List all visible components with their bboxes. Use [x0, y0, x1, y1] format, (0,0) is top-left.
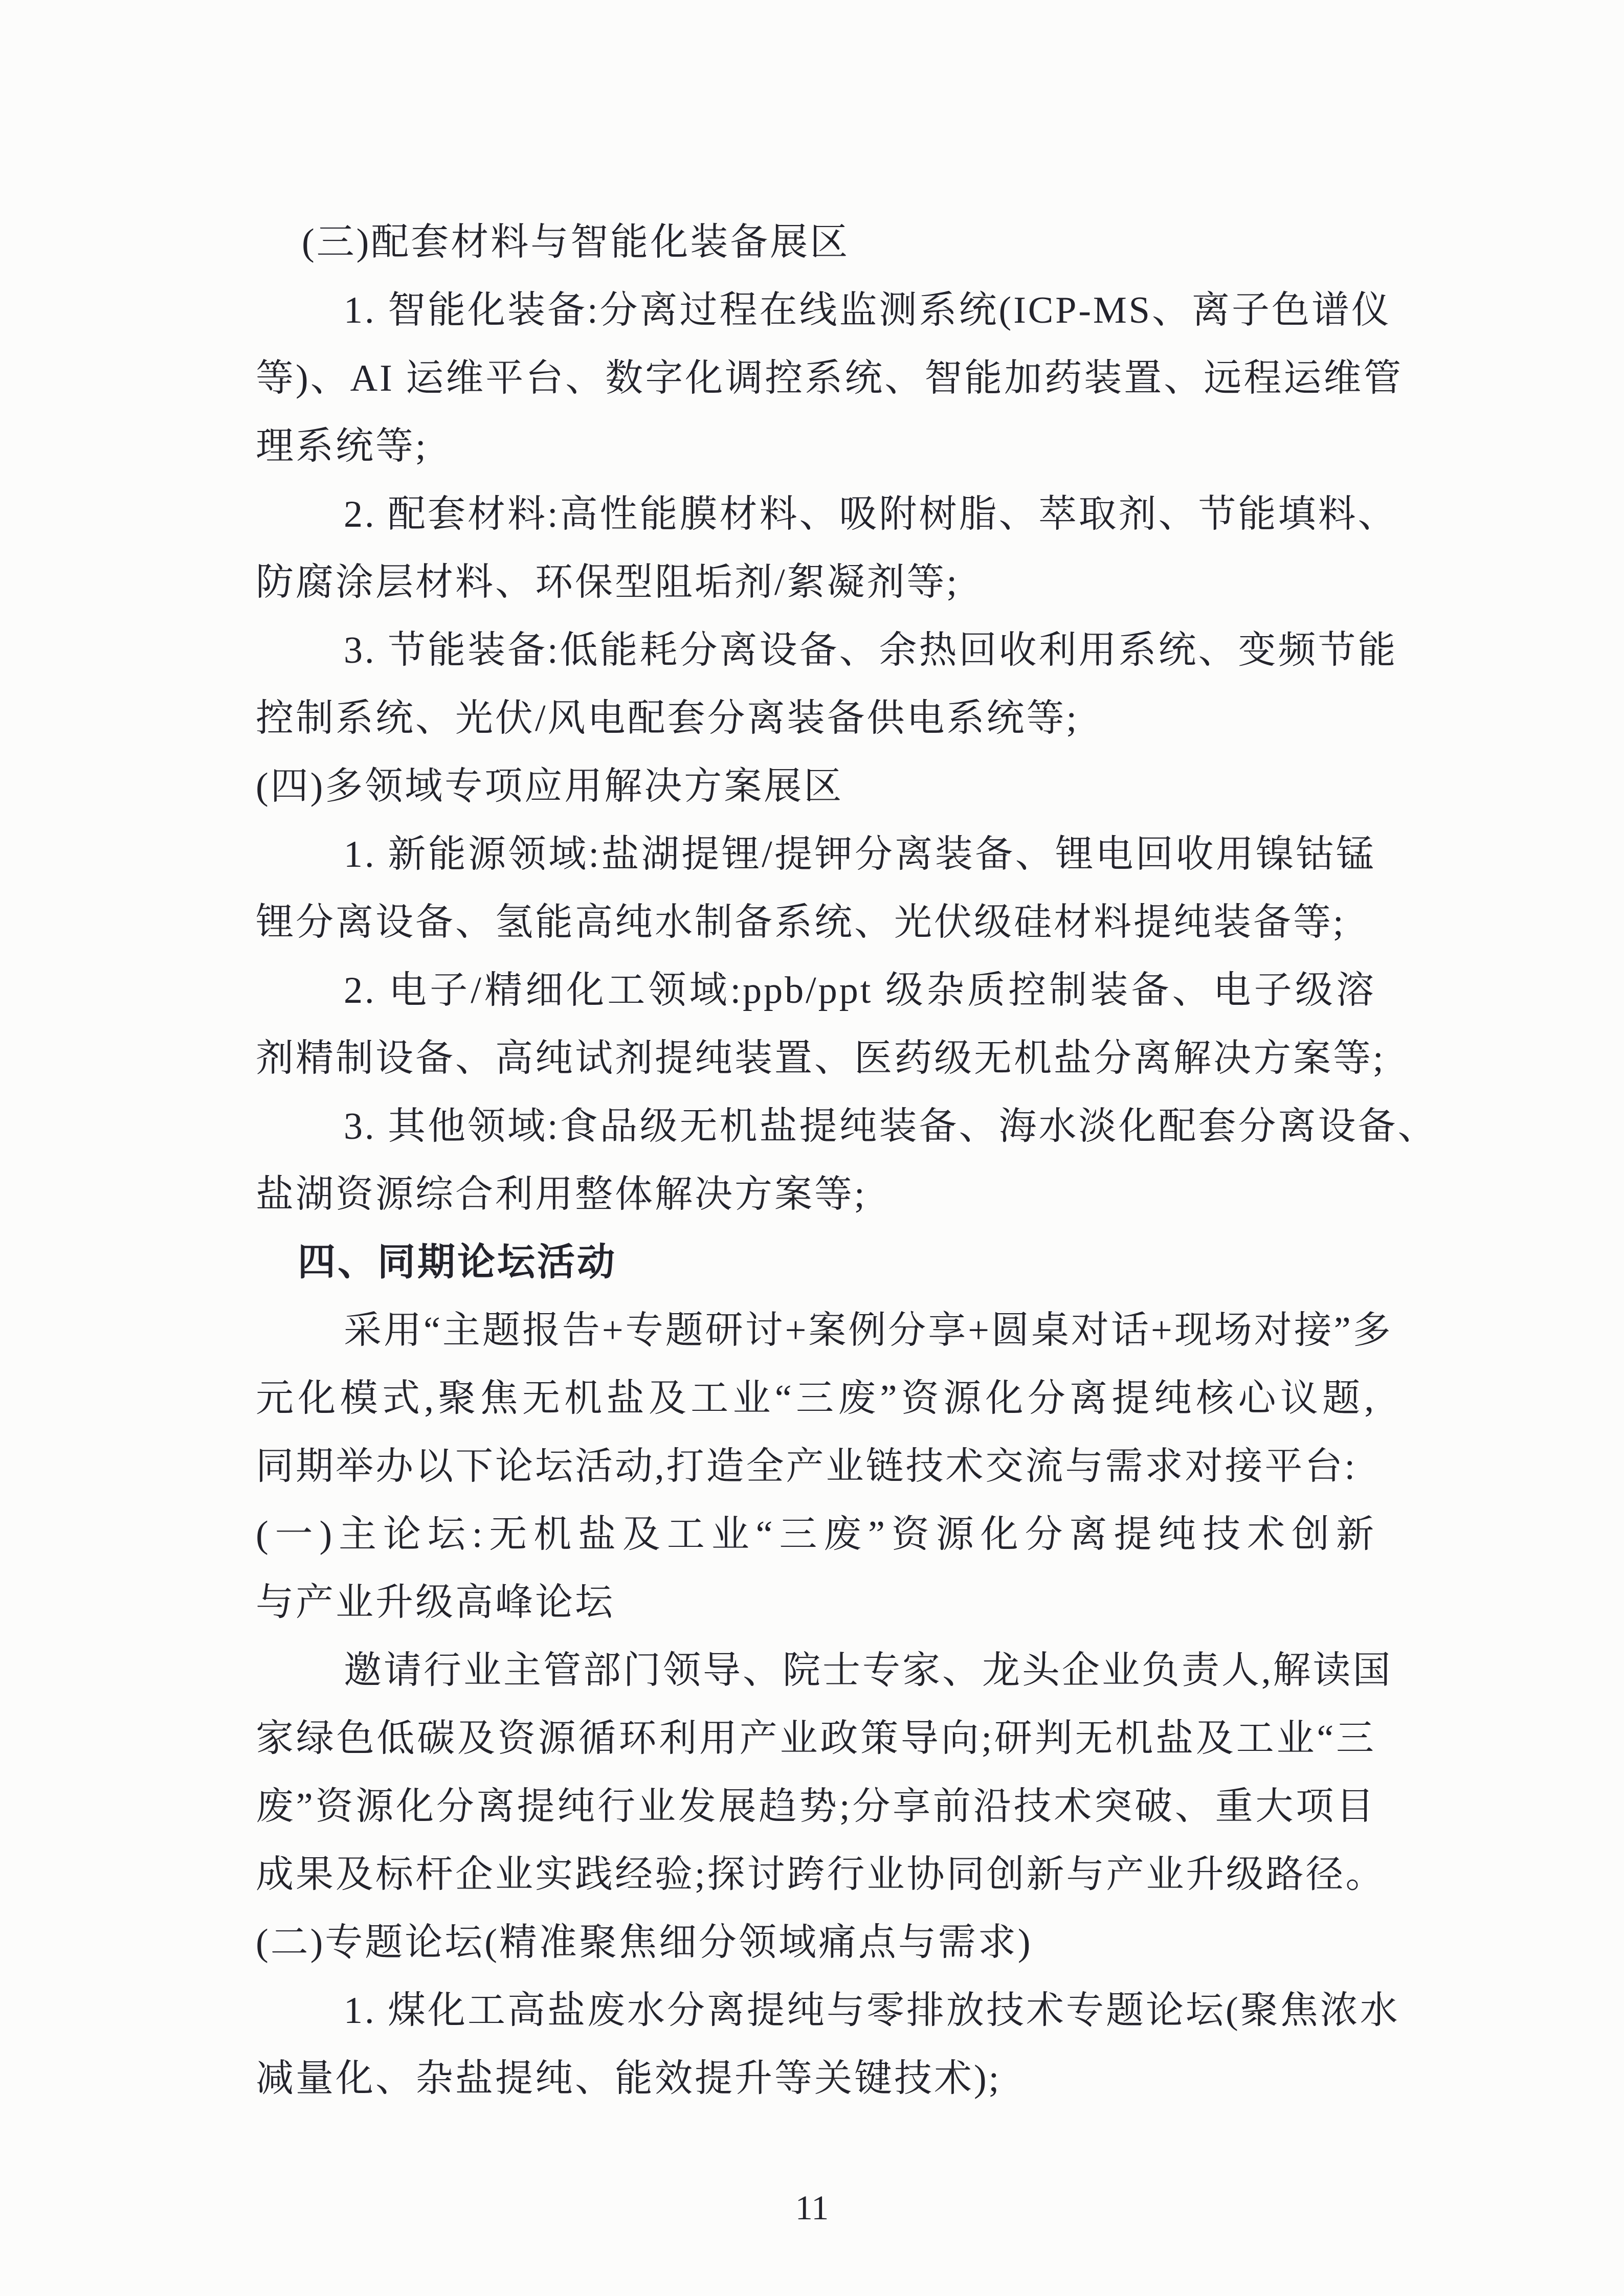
document-body [256, 209, 1438, 2113]
body-text-line: 2. 电子/精细化工领域:ppb/ppt 级杂质控制装备、电子级溶 [344, 970, 1376, 1011]
body-text-line: 邀请行业主管部门领导、院士专家、龙头企业负责人,解读国 [344, 1650, 1393, 1692]
body-text-line: 家绿色低碳及资源循环利用产业政策导向;研判无机盐及工业“三 [256, 1718, 1376, 1760]
heading-section-4: (四)多领域专项应用解决方案展区 [256, 766, 844, 807]
body-text-line: 剂精制设备、高纯试剂提纯装置、医药级无机盐分离解决方案等; [256, 1038, 1386, 1079]
body-text-line: 锂分离设备、氢能高纯水制备系统、光伏级硅材料提纯装备等; [256, 902, 1346, 943]
body-text-line: 1. 煤化工高盐废水分离提纯与零排放技术专题论坛(聚焦浓水 [344, 1990, 1400, 2032]
body-text-line: 3. 节能装备:低能耗分离设备、余热回收利用系统、变频节能 [344, 629, 1398, 671]
heading-forum-main-cont: 与产业升级高峰论坛 [256, 1582, 615, 1624]
heading-forum-main: (一)主论坛:无机盐及工业“三废”资源化分离提纯技术创新 [256, 1514, 1376, 1556]
body-text-line: 减量化、杂盐提纯、能效提升等关键技术); [256, 2058, 1002, 2100]
body-text-line: 理系统等; [256, 425, 428, 467]
body-text-line: 1. 智能化装备:分离过程在线监测系统(ICP-MS、离子色谱仪 [344, 289, 1391, 331]
body-text-line: 元化模式,聚焦无机盐及工业“三废”资源化分离提纯核心议题, [256, 1378, 1376, 1420]
body-text-line: 3. 其他领域:食品级无机盐提纯装备、海水淡化配套分离设备、 [344, 1106, 1438, 1147]
body-text-line: 废”资源化分离提纯行业发展趋势;分享前沿技术突破、重大项目 [256, 1786, 1376, 1828]
body-text-line: 等)、AI 运维平台、数字化调控系统、智能加药装置、远程运维管 [256, 357, 1404, 399]
body-text-line: 2. 配套材料:高性能膜材料、吸附树脂、萃取剂、节能填料、 [344, 493, 1398, 535]
heading-forum-special: (二)专题论坛(精准聚焦细分领域痛点与需求) [256, 1922, 1033, 1964]
body-text-line: 同期举办以下论坛活动,打造全产业链技术交流与需求对接平台: [256, 1446, 1358, 1488]
page-number: 11 [795, 2188, 829, 2227]
body-text-line: 盐湖资源综合利用整体解决方案等; [256, 1174, 867, 1215]
body-text-line: 防腐涂层材料、环保型阻垢剂/絮凝剂等; [256, 561, 960, 603]
body-text-line: 成果及标杆企业实践经验;探讨跨行业协同创新与产业升级路径。 [256, 1854, 1386, 1896]
body-text-line: 采用“主题报告+专题研讨+案例分享+圆桌对话+现场对接”多 [344, 1310, 1393, 1352]
body-text-line: 控制系统、光伏/风电配套分离装备供电系统等; [256, 697, 1079, 739]
heading-chapter-4: 四、同期论坛活动 [298, 1242, 617, 1284]
body-text-line: 1. 新能源领域:盐湖提锂/提钾分离装备、锂电回收用镍钴锰 [344, 834, 1376, 875]
heading-section-3: (三)配套材料与智能化装备展区 [302, 221, 850, 263]
